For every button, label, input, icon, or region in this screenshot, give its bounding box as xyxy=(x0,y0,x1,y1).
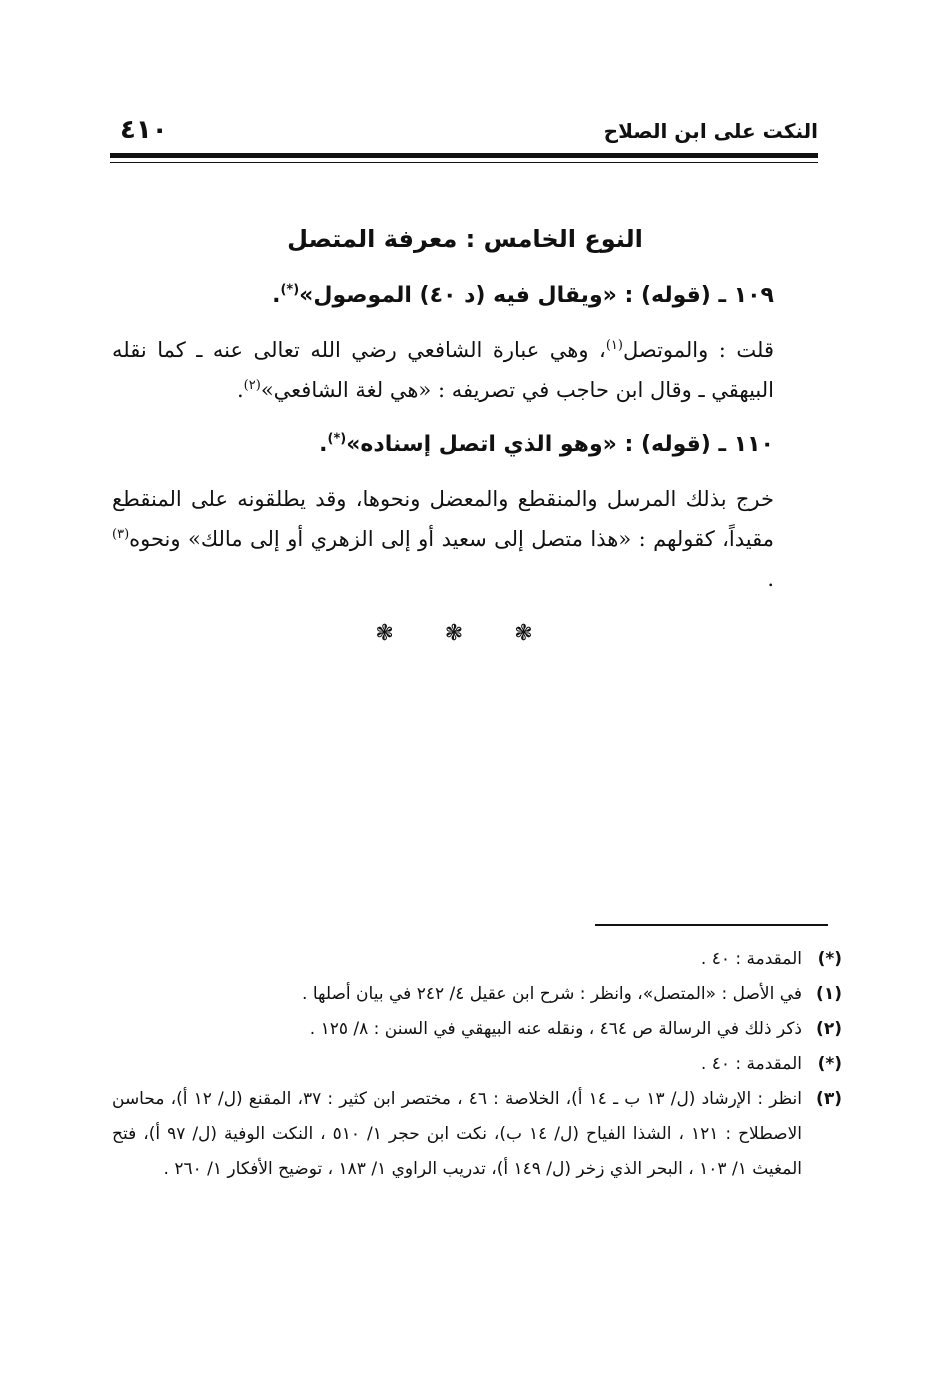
footnote-mark: (*) xyxy=(817,1054,842,1074)
footnote-item xyxy=(112,977,842,1012)
main-text xyxy=(112,225,818,646)
heading-end: . xyxy=(319,432,328,457)
footnote-item xyxy=(112,1047,842,1082)
entry-heading-text: ١٠٩ ـ (قوله) : «ويقال فيه (د ٤٠) الموصول» xyxy=(299,283,774,308)
footnote-ref: (٢) xyxy=(243,378,261,393)
body-text: خرج بذلك المرسل والمنقطع والمعضل ونحوها، وقد يطلقونه على المنقطع مقيداً، كقولهم : «هذا متصل إلى سعيد أو إلى الزهري أو إلى مالك» ونحوه xyxy=(112,487,774,551)
footnote-text: في الأصل : «المتصل»، وانظر : شرح ابن عقيل ٤/ ٢٤٢ في بيان أصلها . xyxy=(302,984,802,1004)
body-text: قلت : والموتصل xyxy=(622,338,774,362)
running-title: النكت على ابن الصلاح xyxy=(603,119,818,143)
heading-end: . xyxy=(272,283,281,308)
body-text: . xyxy=(767,567,774,591)
page-number: ٤١٠ xyxy=(120,115,168,145)
body-text: ، وهي عبارة الشافعي رضي الله تعالى عنه ـ كما نقله البيهقي ـ وقال ابن حاجب في تصريفه : «هي لغة الشافعي» xyxy=(112,338,774,402)
footnote-ref: (٣) xyxy=(112,527,130,542)
heading-note-mark: (*) xyxy=(280,282,300,298)
footnote-text: انظر : الإرشاد (ل/ ١٣ ب ـ ١٤ أ)، الخلاصة : ٤٦ ، مختصر ابن كثير : ٣٧، المقنع (ل/ ١٢ أ)، محاسن الاصطلاح : ١٢١ ، الشذا الفياح (ل/ ١٤ ب)، نكت ابن حجر ١/ ٥١٠ ، النكت الوفية (ل/ ٩٧ أ)، فتح المغيث ١/ ١٠٣ ، البحر الذي زخر (ل/ ١٤٩ أ)، تدريب الراوي ١/ ١٨٣ ، توضيح الأفكار ١/ ٢٦٠ . xyxy=(112,1089,802,1179)
footnote-item xyxy=(112,1012,842,1047)
entry-heading-110 xyxy=(112,432,818,457)
body-text: . xyxy=(236,378,244,402)
entry-body-110 xyxy=(112,479,818,599)
footnote-mark: (٣) xyxy=(816,1089,842,1109)
section-separator: ❃ ❃ ❃ xyxy=(375,621,555,646)
footnote-mark: (١) xyxy=(816,984,842,1004)
header-rule-thin xyxy=(110,162,818,163)
footnote-mark: (٢) xyxy=(816,1019,842,1039)
heading-note-mark: (*) xyxy=(327,431,347,447)
footnote-item xyxy=(112,1082,842,1187)
footnote-text: المقدمة : ٤٠ . xyxy=(700,949,802,969)
footnote-text: ذكر ذلك في الرسالة ص ٤٦٤ ، ونقله عنه البيهقي في السنن : ٨/ ١٢٥ . xyxy=(309,1019,802,1039)
footnote-ref: (١) xyxy=(605,338,623,353)
footnote-item xyxy=(112,942,842,977)
header-rule-thick xyxy=(110,153,818,158)
footnote-mark: (*) xyxy=(817,949,842,969)
section-title: النوع الخامس : معرفة المتصل xyxy=(287,225,643,253)
entry-heading-text: ١١٠ ـ (قوله) : «وهو الذي اتصل إسناده» xyxy=(346,432,774,457)
entry-body-109 xyxy=(112,330,818,410)
footnote-rule xyxy=(595,924,828,926)
footnotes xyxy=(112,942,842,1187)
entry-heading-109 xyxy=(112,283,818,308)
footnote-text: المقدمة : ٤٠ . xyxy=(700,1054,802,1074)
